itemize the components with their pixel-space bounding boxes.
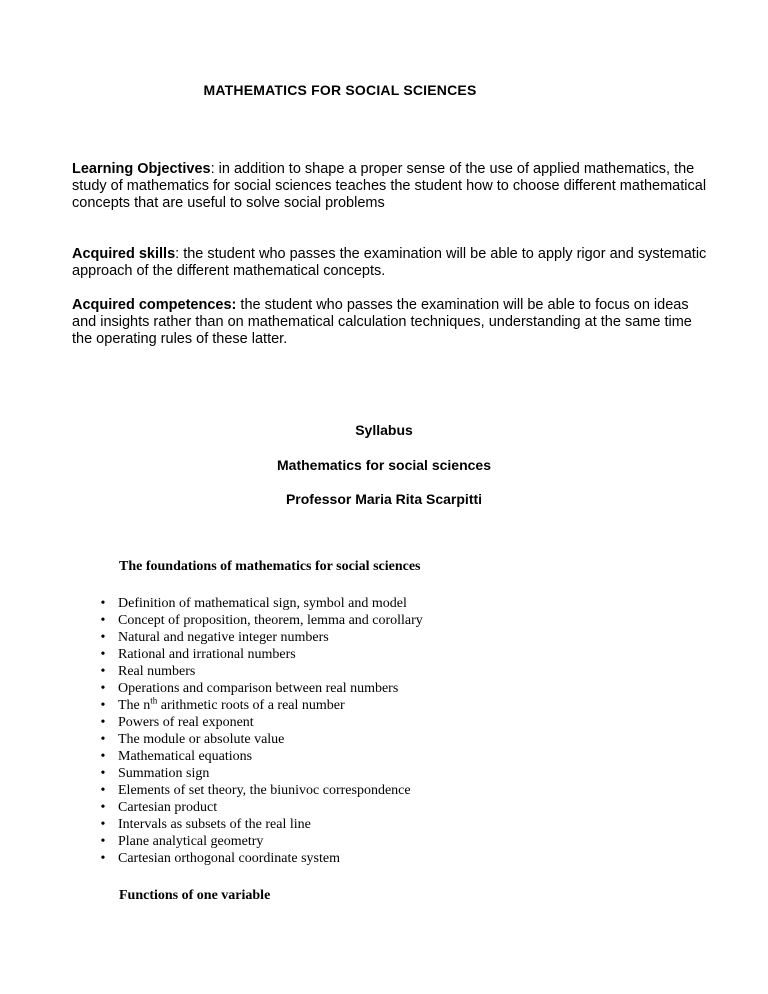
acquired-competences-text: the student who passes the examination will be able to focus on ideas and insights rather than on mathematical calculation techniques, understanding at the same time the operating rules of these latter. bbox=[72, 297, 692, 347]
professor-name: Professor Maria Rita Scarpitti bbox=[285, 491, 483, 507]
syllabus-heading: Syllabus bbox=[355, 422, 413, 438]
list-item: • The module or absolute value bbox=[98, 731, 423, 748]
learning-objectives-label: Learning Objectives bbox=[72, 161, 211, 177]
list-item: • Operations and comparison between real numbers bbox=[98, 680, 423, 697]
list-item: • Mathematical equations bbox=[98, 748, 423, 765]
bullet-icon: • bbox=[100, 715, 106, 730]
bullet-icon: • bbox=[100, 749, 106, 764]
bullet-icon: • bbox=[100, 698, 106, 713]
document-title: MATHEMATICS FOR SOCIAL SCIENCES bbox=[203, 82, 477, 98]
bullet-icon: • bbox=[100, 834, 106, 849]
section-heading-functions: Functions of one variable bbox=[119, 888, 271, 903]
acquired-competences-label: Acquired competences: bbox=[72, 297, 237, 313]
learning-objectives-text: : in addition to shape a proper sense of the use of applied mathematics, the study of mathematics for social sciences teaches the student how to choose different mathematical concepts that are useful to solve social problems bbox=[72, 161, 707, 211]
course-title: Mathematics for social sciences bbox=[277, 457, 491, 473]
acquired-skills-paragraph bbox=[72, 246, 712, 280]
foundations-topic-list bbox=[98, 595, 423, 867]
list-item: • Elements of set theory, the biunivoc correspondence bbox=[98, 782, 423, 799]
list-item: • Real numbers bbox=[98, 663, 423, 680]
bullet-icon: • bbox=[100, 630, 106, 645]
bullet-icon: • bbox=[100, 732, 106, 747]
section-heading-foundations: The foundations of mathematics for social sciences bbox=[119, 559, 421, 574]
list-item: • Cartesian orthogonal coordinate system bbox=[98, 850, 423, 867]
list-item: • The $n^{th}$ arithmetic roots of a real number bbox=[98, 697, 423, 714]
bullet-icon: • bbox=[100, 800, 106, 815]
bullet-icon: • bbox=[100, 613, 106, 628]
learning-objectives-paragraph bbox=[72, 161, 712, 212]
list-item: • Definition of mathematical sign, symbol and model bbox=[98, 595, 423, 612]
list-item: • Rational and irrational numbers bbox=[98, 646, 423, 663]
superscript-th: th bbox=[150, 695, 158, 706]
acquired-skills-text: : the student who passes the examination will be able to apply rigor and systematic approach of the different mathematical concepts. bbox=[72, 246, 707, 279]
bullet-icon: • bbox=[100, 664, 106, 679]
list-item: • Concept of proposition, theorem, lemma and corollary bbox=[98, 612, 423, 629]
bullet-icon: • bbox=[100, 681, 106, 696]
list-item: • Cartesian product bbox=[98, 799, 423, 816]
bullet-icon: • bbox=[100, 647, 106, 662]
list-item: • Plane analytical geometry bbox=[98, 833, 423, 850]
bullet-icon: • bbox=[100, 851, 106, 866]
acquired-skills-label: Acquired skills bbox=[72, 246, 176, 262]
list-item: • Powers of real exponent bbox=[98, 714, 423, 731]
bullet-icon: • bbox=[100, 596, 106, 611]
list-item: • Intervals as subsets of the real line bbox=[98, 816, 423, 833]
list-item: • Summation sign bbox=[98, 765, 423, 782]
bullet-icon: • bbox=[100, 817, 106, 832]
bullet-icon: • bbox=[100, 766, 106, 781]
acquired-competences-paragraph bbox=[72, 297, 712, 348]
bullet-icon: • bbox=[100, 783, 106, 798]
list-item: • Natural and negative integer numbers bbox=[98, 629, 423, 646]
